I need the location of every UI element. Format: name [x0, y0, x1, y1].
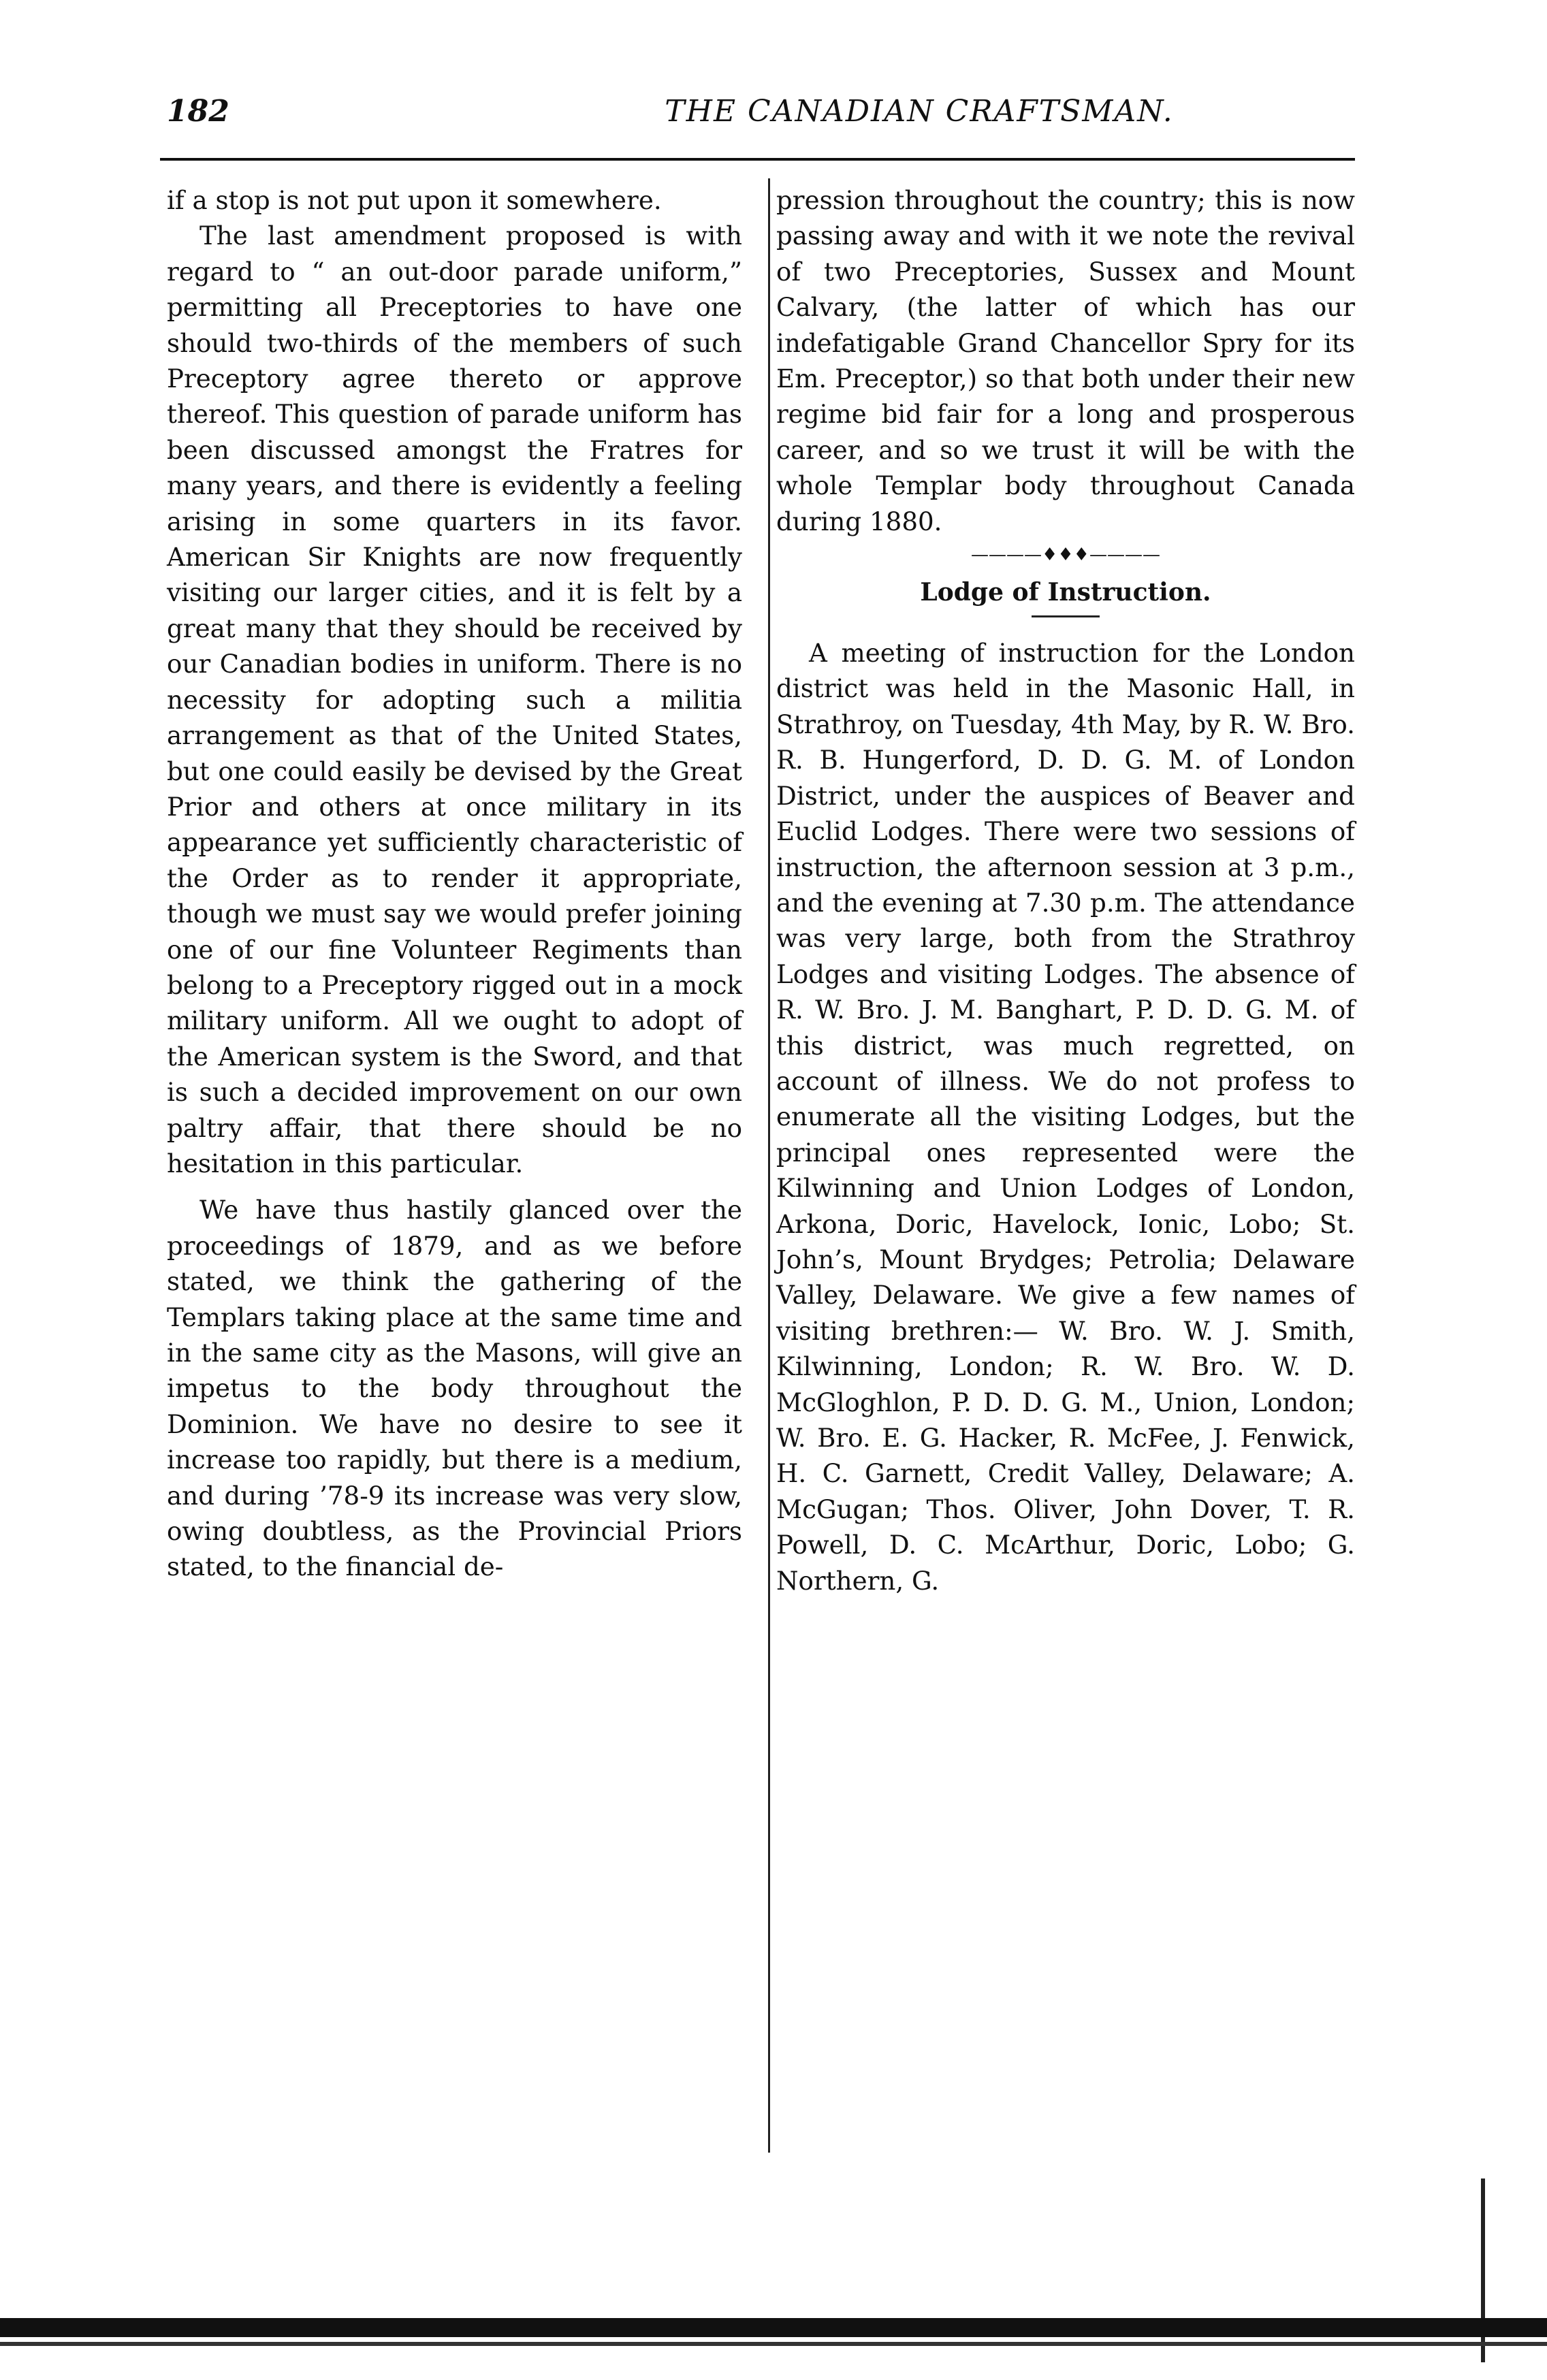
- left-column: [167, 182, 742, 1585]
- running-title: THE CANADIAN CRAFTSMAN.: [665, 94, 1174, 129]
- right-paragraph-lodge-meeting: A meeting of instruction for the London district was held in the Masonic Hall, in Strathroy, on Tuesday, 4th May, by R. W. Bro. R. B. Hungerford, D. D. G. M. of London District, under the auspices of Beaver and Euclid Lodges. There were two sessions of instruction, the afternoon session at 3 p.m., and the evening at 7.30 p.m. The attendance was very large, both from the Strathroy Lodges and visiting Lodges. The absence of R. W. Bro. J. M. Banghart, P. D. D. G. M. of this district, was much regretted, on account of illness. We do not profess to enumerate all the visiting Lodges, but the principal ones represented were the Kilwinning and Union Lodges of London, Arkona, Doric, Havelock, Ionic, Lobo; St. John’s, Mount Brydges; Petrolia; Delaware Valley, Delaware. We give a few names of visiting brethren:— W. Bro. W. J. Smith, Kilwinning, London; R. W. Bro. W. D. McGloghlon, P. D. D. G. M., Union, London; W. Bro. E. G. Hacker, R. McFee, J. Fenwick, H. C. Garnett, Credit Valley, Delaware; A. McGugan; Thos. Oliver, John Dover, T. R. Powell, D. C. McArthur, Doric, Lobo; G. Northern, G.: [776, 638, 1355, 1596]
- right-column: [776, 182, 1355, 1598]
- section-heading: Lodge of Instruction.: [920, 578, 1211, 607]
- header-rule: [160, 158, 1355, 161]
- paragraph-gap: [167, 1181, 742, 1192]
- left-paragraph-amendment: The last amendment proposed is with regard to “ an out-door parade uniform,” permitting all Preceptories to have one should two-thirds of the members of such Preceptory agree thereto or approve thereof. This question of parade uniform has been discussed amongst the Fratres for many years, and there is evidently a feeling arising in some quarters in its favor. American Sir Knights are now frequently visiting our larger cities, and it is felt by a great many that they should be received by our Canadian bodies in uniform. There is no necessity for adopting such a militia arrangement as that of the United States, but one could easily be devised by the Great Prior and others at once military in its appearance yet sufficiently characteristic of the Order as to render it appropriate, though we must say we would prefer joining one of our fine Volunteer Regiments than belong to a Preceptory rigged out in a mock military uniform. All we ought to adopt of the American system is the Sword, and that is such a decided improvement on our own paltry affair, that there should be no hesitation in this particular.: [167, 221, 742, 1178]
- scan-bottom-line: [0, 2342, 1547, 2346]
- scan-bottom-bar: [0, 2318, 1547, 2337]
- left-paragraph-summary: We have thus hastily glanced over the proceedings of 1879, and as we before stated, we think the gathering of the Templars taking place at the same time and in the same city as the Masons, will give an impetus to the body throughout the Dominion. We have no desire to see it increase too rapidly, but there is a medium, and during ’78-9 its increase was very slow, owing doubtless, as the Provincial Priors stated, to the financial de-: [167, 1195, 742, 1582]
- page-number: 182: [167, 94, 229, 129]
- right-paragraph-continuation: pression throughout the country; this is now passing away and with it we note the revival of two Preceptories, Sussex and Mount Calvary, (the latter of which has our indefatigable Grand Chancellor Spry for its Em. Preceptor,) so that both under their new regime bid fair for a long and prosperous career, and so we trust it will be with the whole Templar body throughout Canada during 1880.: [776, 185, 1355, 536]
- left-paragraph-continuation: if a stop is not put upon it somewhere.: [167, 185, 662, 215]
- column-rule: [768, 178, 770, 2153]
- section-ornament: ————♦♦♦————: [971, 545, 1160, 566]
- heading-underline: [1032, 615, 1100, 617]
